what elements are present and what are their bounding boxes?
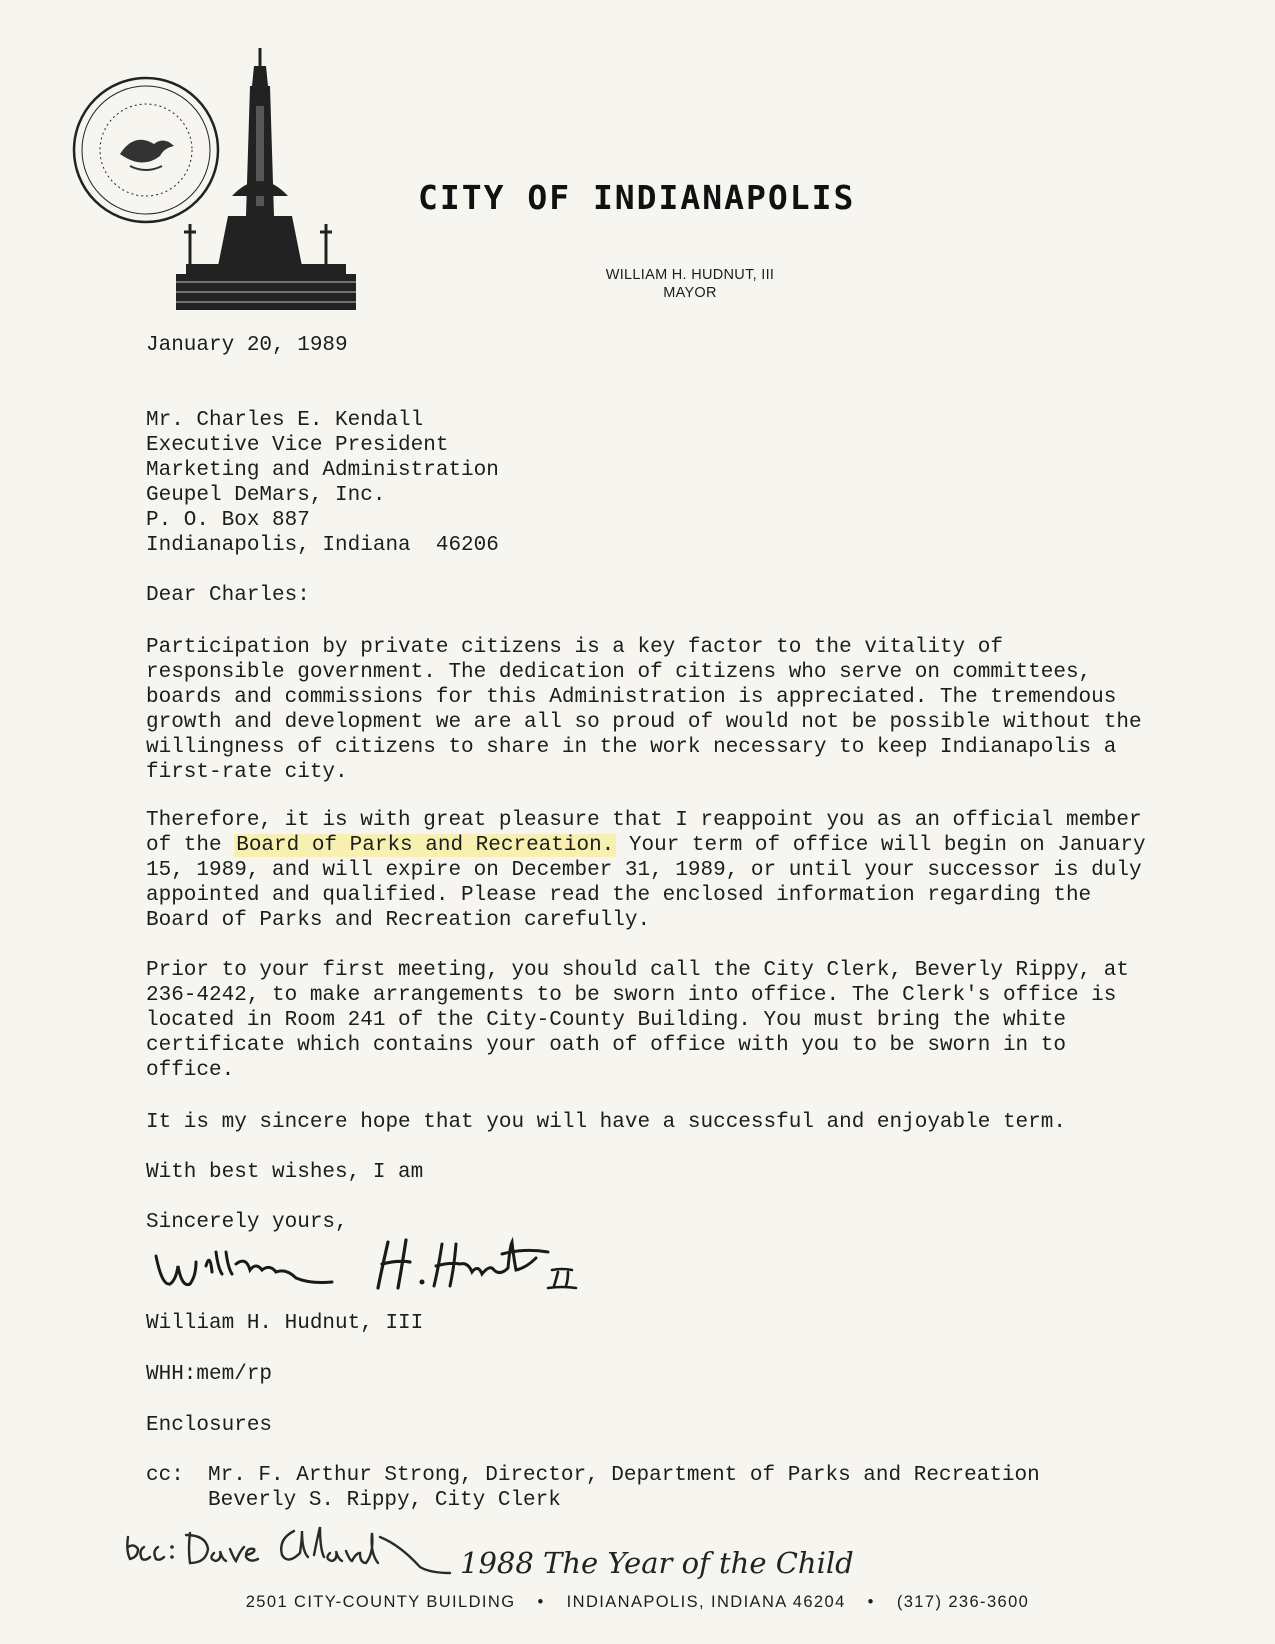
recipient-line: Geupel DeMars, Inc.: [146, 484, 386, 507]
recipient-line: Marketing and Administration: [146, 459, 499, 482]
handwritten-signature: [150, 1232, 620, 1322]
paragraph-2-end: Your term of office will begin on January 15, 1989, and will expire on December 31, 1989, or until your successor is duly appointed and qualified. Please read the enclosed information regarding the Board of Parks and Recreation carefully.: [146, 834, 1146, 932]
cc-block: [146, 1463, 1146, 1513]
salutation: Dear Charles:: [146, 584, 310, 607]
recipient-line: Indianapolis, Indiana 46206: [146, 534, 499, 557]
handwritten-bcc-note: [118, 1515, 458, 1575]
paragraph-2: [146, 808, 1146, 933]
mayor-name: WILLIAM H. HUDNUT, III: [605, 267, 775, 283]
footer-separator: •: [537, 1593, 545, 1611]
paragraph-1: Participation by private citizens is a key factor to the vitality of responsible government. The dedication of citizens who serve on committees, boards and commissions for this Administration is appreciated. The tremendous growth and development we are all so proud of would not be possible without the willingness of citizens to share in the work necessary to keep Indianapolis a first-rate city.: [146, 636, 1142, 784]
footer-motto: 1988 The Year of the Child: [460, 1546, 854, 1580]
closing-line: With best wishes, I am: [146, 1161, 424, 1184]
enclosures-note: Enclosures: [146, 1414, 273, 1437]
mayor-block: [560, 266, 820, 302]
signer-name: William H. Hudnut, III: [146, 1312, 424, 1335]
footer-address: [0, 1593, 1275, 1612]
footer-phone: (317) 236-3600: [896, 1593, 1030, 1611]
letter-date: January 20, 1989: [146, 334, 348, 357]
paragraph-3: Prior to your first meeting, you should call the City Clerk, Beverly Rippy, at 236-4242, to make arrangements to be sworn into office. The Clerk's office is located in Room 241 of the City-County Building. You must bring the white certificate which contains your oath of office with you to be sworn in to office.: [146, 959, 1129, 1082]
footer-street: 2501 CITY-COUNTY BUILDING: [245, 1593, 516, 1611]
mayor-title: MAYOR: [663, 285, 717, 301]
recipient-address: [146, 408, 1146, 558]
footer-separator: •: [867, 1593, 875, 1611]
recipient-line: P. O. Box 887: [146, 509, 310, 532]
cc-label: cc:: [146, 1464, 184, 1487]
footer-city: INDIANAPOLIS, INDIANA 46204: [566, 1593, 846, 1611]
monument-icon: [176, 46, 356, 310]
paragraph-2-start: Therefore, it is with great pleasure that I reappoint you as an official member of the: [146, 809, 1142, 857]
reference-initials: WHH:mem/rp: [146, 1363, 273, 1386]
recipient-line: Executive Vice President: [146, 434, 449, 457]
highlighted-board-name: Board of Parks and Recreation.: [236, 834, 615, 857]
paragraph-4: It is my sincere hope that you will have a successful and enjoyable term.: [146, 1111, 1066, 1134]
cc-recipient: Mr. F. Arthur Strong, Director, Department of Parks and Recreation: [208, 1464, 1040, 1487]
recipient-line: Mr. Charles E. Kendall: [146, 409, 424, 432]
complimentary-close: Sincerely yours,: [146, 1211, 348, 1234]
cc-recipient: Beverly S. Rippy, City Clerk: [208, 1489, 561, 1512]
letterhead-title: CITY OF INDIANAPOLIS: [418, 178, 856, 217]
